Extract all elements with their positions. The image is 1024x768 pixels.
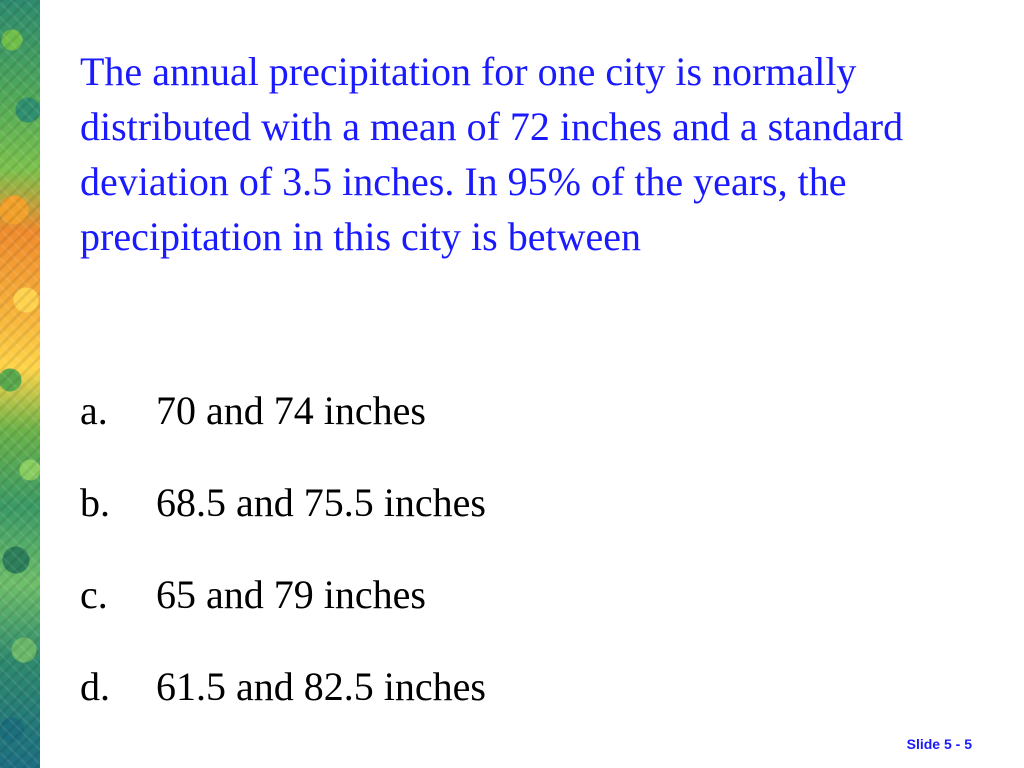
decorative-side-art bbox=[0, 0, 40, 768]
choice-text: 61.5 and 82.5 inches bbox=[156, 663, 486, 709]
choice-text: 68.5 and 75.5 inches bbox=[156, 479, 486, 525]
choice-text: 65 and 79 inches bbox=[156, 571, 426, 617]
choice-d bbox=[80, 663, 486, 709]
slide-number: Slide 5 - 5 bbox=[906, 736, 972, 752]
choice-letter: c. bbox=[80, 571, 108, 617]
choice-a bbox=[80, 387, 486, 433]
choice-b bbox=[80, 479, 486, 525]
question-text: The annual precipitation for one city is normally distributed with a mean of 72 inches and a standard deviation of 3.5 inches. In 95% of the years, the precipitation in this city is between bbox=[80, 49, 904, 259]
choice-c bbox=[80, 571, 486, 617]
choice-letter: a. bbox=[80, 387, 108, 433]
choice-letter: b. bbox=[80, 479, 110, 525]
choice-letter: d. bbox=[80, 663, 110, 709]
answer-choices bbox=[80, 387, 486, 709]
choice-text: 70 and 74 inches bbox=[156, 387, 426, 433]
